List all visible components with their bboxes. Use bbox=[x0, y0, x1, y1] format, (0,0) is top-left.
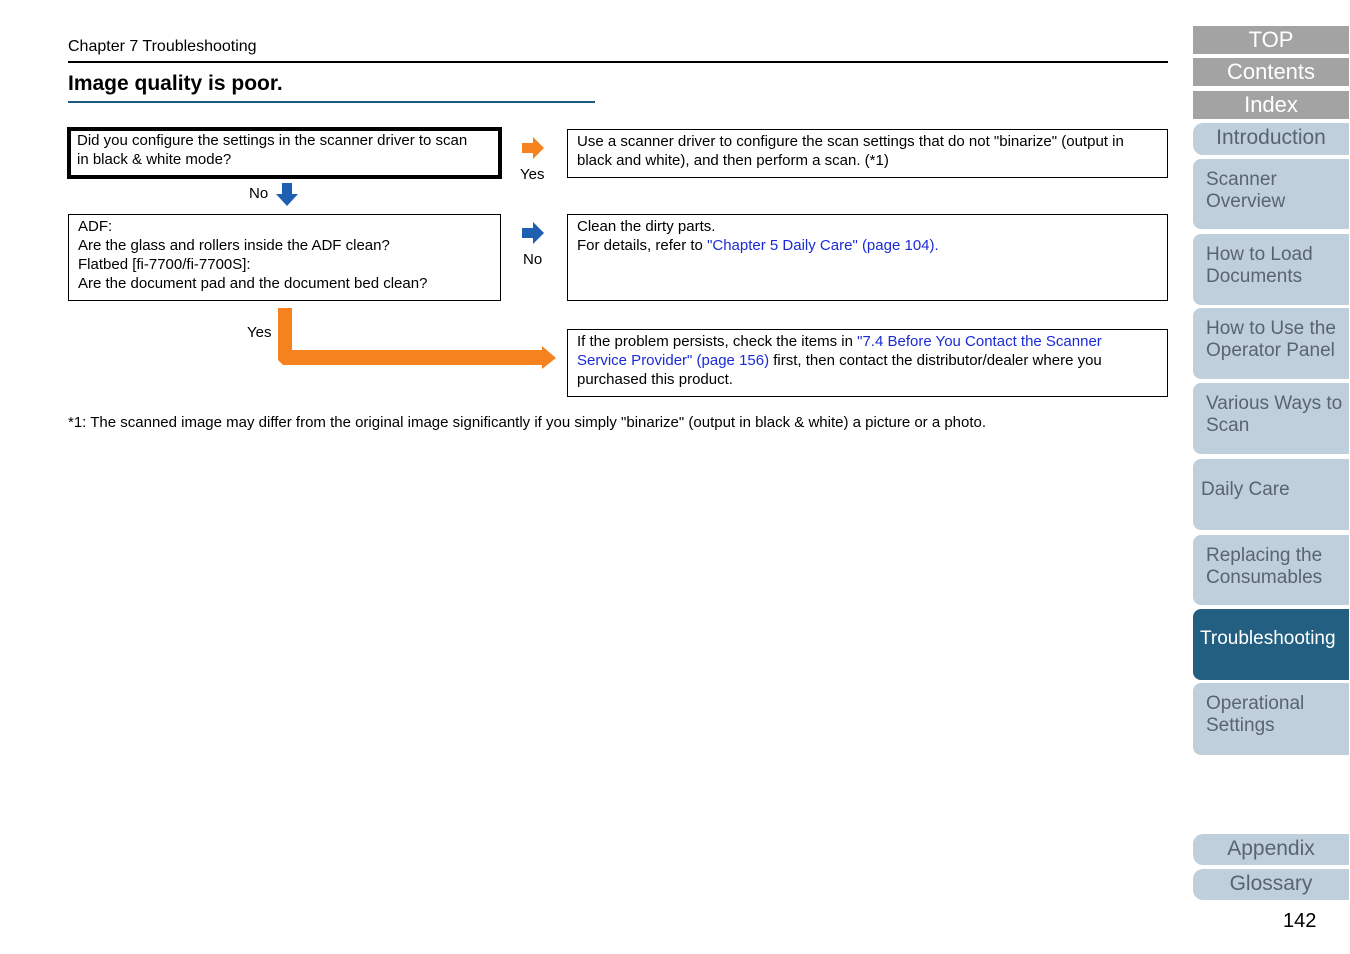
sidebar-various-ways-line-2: Scan bbox=[1206, 415, 1250, 436]
answer-3-line-3: purchased this product. bbox=[577, 371, 733, 388]
yes-arrow-icon bbox=[522, 137, 545, 160]
answer-3-box bbox=[567, 329, 1168, 397]
sidebar-how-to-load-line-1: How to Load bbox=[1206, 244, 1313, 265]
answer-3-suffix: first, then contact the distributor/dealer where you bbox=[769, 352, 1102, 369]
sidebar-replacing-line-2: Consumables bbox=[1206, 567, 1323, 588]
title-underline bbox=[68, 101, 595, 103]
sidebar-appendix[interactable] bbox=[1193, 834, 1349, 865]
sidebar-replacing-line-1: Replacing the bbox=[1206, 545, 1323, 566]
sidebar-various-ways-line-1: Various Ways to bbox=[1206, 393, 1343, 414]
sidebar-how-to-use-line-2: Operator Panel bbox=[1206, 340, 1335, 361]
sidebar-replacing[interactable] bbox=[1193, 535, 1349, 605]
sidebar-operational-settings-line-2: Settings bbox=[1206, 715, 1275, 736]
contact-provider-link-part-1[interactable]: "7.4 Before You Contact the Scanner bbox=[857, 333, 1102, 350]
sidebar-various-ways[interactable] bbox=[1193, 383, 1349, 454]
answer-1-line-2: black and white), and then perform a scan. (*1) bbox=[577, 152, 889, 169]
sidebar-top-button[interactable]: TOP bbox=[1193, 26, 1349, 54]
yes-label-1: Yes bbox=[520, 166, 545, 183]
header-divider bbox=[68, 61, 1168, 63]
chapter-heading: Chapter 7 Troubleshooting bbox=[68, 38, 257, 55]
no-label-2: No bbox=[523, 251, 543, 268]
sidebar-glossary[interactable] bbox=[1193, 869, 1349, 900]
sidebar-how-to-load-line-2: Documents bbox=[1206, 266, 1303, 287]
sidebar-glossary-label: Glossary bbox=[1229, 872, 1313, 895]
sidebar-appendix-label: Appendix bbox=[1227, 837, 1315, 860]
yes-elbow-arrow-icon bbox=[278, 308, 558, 370]
page-number: 142 bbox=[1283, 910, 1317, 932]
sidebar-how-to-use-line-1: How to Use the bbox=[1206, 318, 1336, 339]
sidebar-operational-settings[interactable] bbox=[1193, 683, 1349, 755]
sidebar-daily-care-label: Daily Care bbox=[1201, 479, 1290, 500]
answer-2-line-2 bbox=[577, 236, 1158, 255]
sidebar-troubleshooting[interactable] bbox=[1193, 609, 1349, 680]
no-label-1: No bbox=[249, 185, 269, 202]
footnote: *1: The scanned image may differ from the original image significantly if you simply "binarize" (output in black & white) a picture or a photo. bbox=[68, 414, 987, 431]
sidebar-scanner-overview-line-2: Overview bbox=[1206, 191, 1286, 212]
answer-1-line-1: Use a scanner driver to configure the scan settings that do not "binarize" (output in bbox=[577, 133, 1124, 150]
sidebar-how-to-load[interactable] bbox=[1193, 234, 1349, 305]
answer-2-suffix: . bbox=[934, 237, 939, 254]
page-title: Image quality is poor. bbox=[68, 72, 283, 95]
question-2-line-1: ADF: bbox=[78, 218, 113, 235]
sidebar-index-button[interactable]: Index bbox=[1193, 91, 1349, 119]
no-down-arrow-icon bbox=[276, 183, 298, 207]
question-2-line-4: Are the document pad and the document bed clean? bbox=[78, 275, 428, 292]
question-1-box bbox=[67, 127, 502, 179]
answer-3-line-2 bbox=[577, 351, 1158, 370]
question-2-line-2: Are the glass and rollers inside the ADF clean? bbox=[78, 237, 390, 254]
sidebar-troubleshooting-label: Troubleshooting bbox=[1200, 628, 1336, 649]
sidebar-daily-care[interactable] bbox=[1193, 459, 1349, 530]
answer-2-box bbox=[567, 214, 1168, 301]
sidebar-how-to-use[interactable] bbox=[1193, 308, 1349, 379]
answer-1-box bbox=[567, 129, 1168, 178]
sidebar-introduction-label: Introduction bbox=[1216, 126, 1326, 149]
question-2-line-3: Flatbed [fi-7700/fi-7700S]: bbox=[78, 256, 251, 273]
answer-2-line-1: Clean the dirty parts. bbox=[577, 218, 716, 235]
daily-care-link[interactable]: "Chapter 5 Daily Care" (page 104) bbox=[707, 237, 935, 254]
sidebar-scanner-overview[interactable] bbox=[1193, 159, 1349, 229]
answer-3-prefix: If the problem persists, check the items in bbox=[577, 333, 858, 350]
sidebar-operational-settings-line-1: Operational bbox=[1206, 693, 1305, 714]
question-1-line-2: in black & white mode? bbox=[77, 151, 232, 168]
question-1-line-1: Did you configure the settings in the scanner driver to scan bbox=[77, 132, 468, 149]
yes-label-2: Yes bbox=[247, 324, 272, 341]
sidebar-introduction[interactable] bbox=[1193, 123, 1349, 155]
sidebar-scanner-overview-line-1: Scanner bbox=[1206, 169, 1277, 190]
no-right-arrow-icon bbox=[522, 222, 545, 245]
contact-provider-link-part-2[interactable]: Service Provider" (page 156) bbox=[577, 352, 770, 369]
answer-3-line-1 bbox=[577, 332, 1158, 351]
sidebar-contents-button[interactable]: Contents bbox=[1193, 58, 1349, 86]
question-2-box bbox=[68, 214, 501, 301]
answer-2-prefix: For details, refer to bbox=[577, 237, 708, 254]
